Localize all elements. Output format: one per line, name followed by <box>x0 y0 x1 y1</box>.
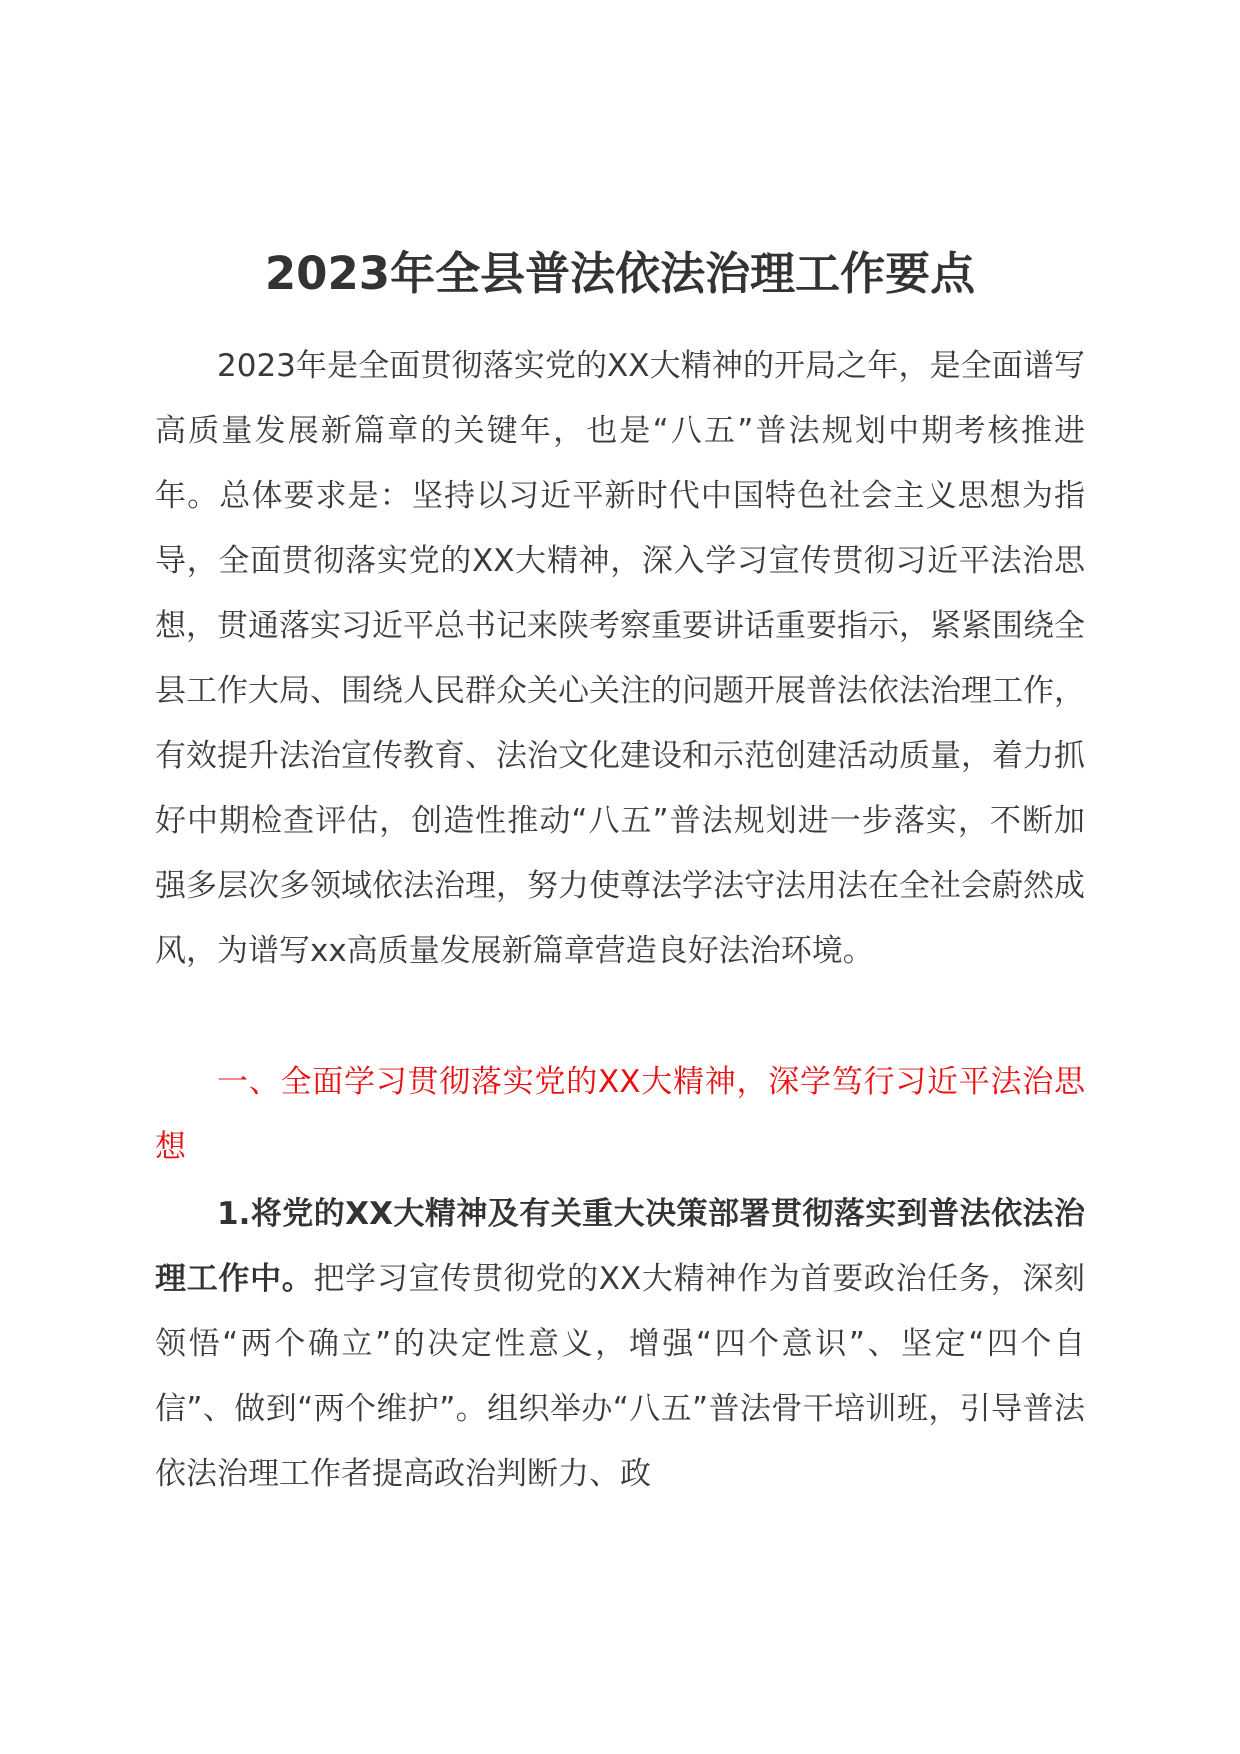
item-paragraph-1 <box>155 1182 1085 1507</box>
item-1-text: 把学习宣传贯彻党的XX大精神作为首要政治任务，深刻领悟“两个确立”的决定性意义，增强“四个意识”、坚定“四个自信”、做到“两个维护”。组织举办“八五”普法骨干培训班，引导普法依法治理工作者提高政治判断力、政 <box>155 1261 1085 1492</box>
section-heading-1: 一、全面学习贯彻落实党的XX大精神，深学笃行习近平法治思想 <box>155 1064 1085 1165</box>
document-title: 2023年全县普法依法治理工作要点 <box>264 247 976 300</box>
item-1-lead: 1.将党的XX大精神及有关重大决策部署贯彻落实到普法依法治理工作中。 <box>155 1196 1085 1297</box>
intro-paragraph: 2023年是全面贯彻落实党的XX大精神的开局之年，是全面谱写高质量发展新篇章的关键年，也是“八五”普法规划中期考核推进年。总体要求是：坚持以习近平新时代中国特色社会主义思想为指导，全面贯彻落实党的XX大精神，深入学习宣传贯彻习近平法治思想，贯通落实习近平总书记来陕考察重要讲话重要指示，紧紧围绕全县工作大局、围绕人民群众关心关注的问题开展普法依法治理工作，有效提升法治宣传教育、法治文化建设和示范创建活动质量，着力抓好中期检查评估，创造性推动“八五”普法规划进一步落实，不断加强多层次多领域依法治理，努力使尊法学法守法用法在全社会蔚然成风，为谱写xx高质量发展新篇章营造良好法治环境。 <box>155 348 1085 969</box>
